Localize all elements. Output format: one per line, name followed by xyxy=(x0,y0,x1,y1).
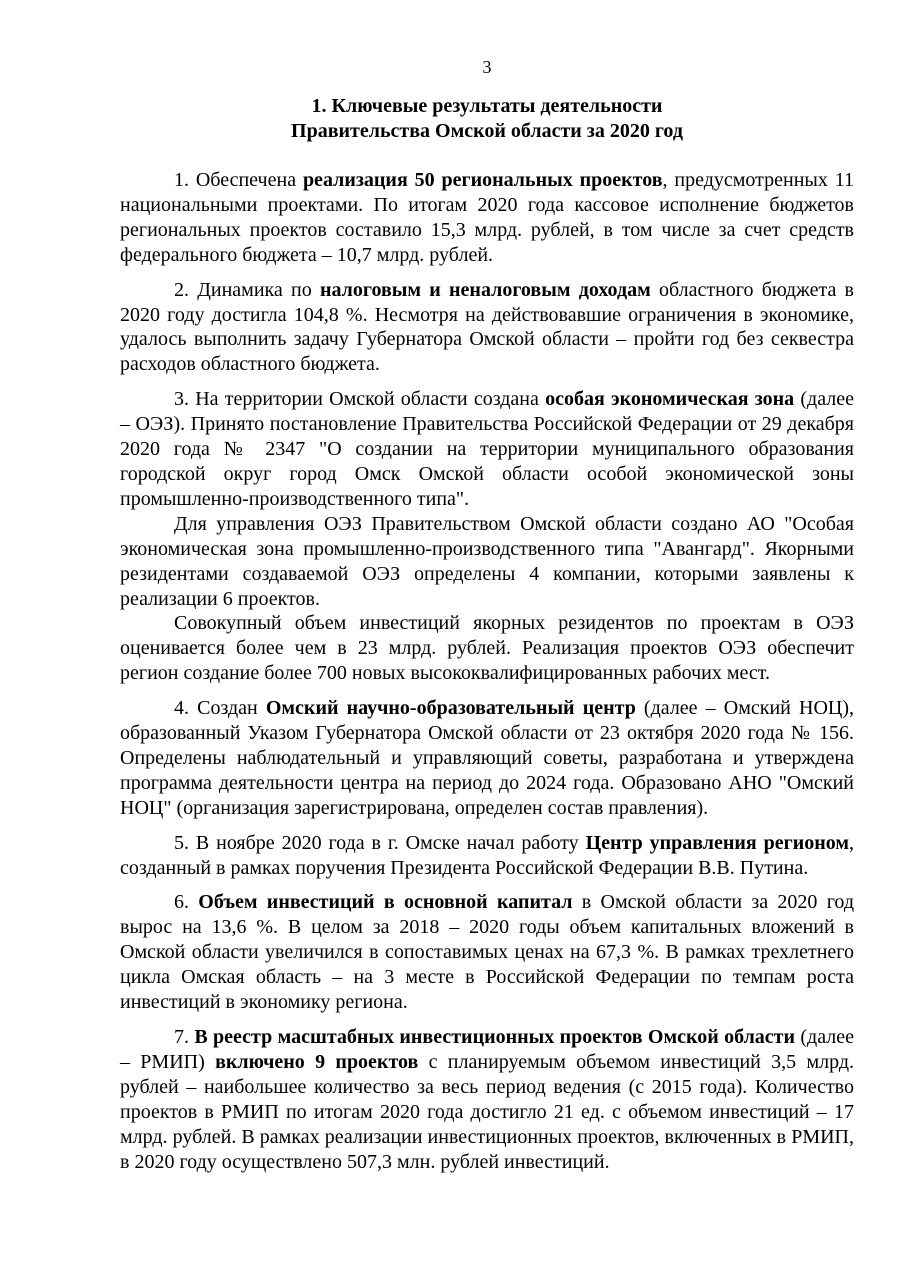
paragraph-text: с планируемым объемом инвестиций 3,5 млрд. рублей – наибольшее количество за весь период ведения (с 2015 года). Количество проектов в РМИП по итогам 2020 года достигло 21 ед. с объемом инвестиций – 17 млрд. рублей. В рамках реализации инвестиционных проектов, включенных в РМИП, в 2020 году осуществлено 507,3 млн. рублей инвестиций. xyxy=(120,1050,855,1173)
paragraph-number: 3. xyxy=(174,388,189,411)
paragraph-3-continued-b: Совокупный объем инвестиций якорных резидентов по проектам в ОЭЗ оценивается более чем в 23 млрд. рублей. Реализация проектов ОЭЗ обеспечит регион создание более 700 новых высококвалифицированных рабочих мест. xyxy=(120,612,854,685)
paragraph-number: 2. xyxy=(174,278,189,301)
section-title-line-1: 1. Ключевые результаты деятельности xyxy=(311,95,663,117)
paragraph-text: В ноябре 2020 года в г. Омске начал работу xyxy=(189,831,586,854)
paragraph-6 xyxy=(120,890,854,1015)
paragraph-emphasis: налоговым и неналоговым доходам xyxy=(319,278,651,301)
paragraph-number: 5. xyxy=(174,831,189,854)
paragraph-text: (далее – РМИП) xyxy=(120,1026,855,1073)
paragraph-text: Обеспечена xyxy=(189,169,303,191)
paragraph-number: 7. xyxy=(174,1026,189,1048)
paragraph-text: в Омской области за 2020 год вырос на 13,6 %. В целом за 2018 – 2020 годы объем капитальных вложений в Омской области увеличился в сопоставимых ценах на 67,3 %. В рамках трехлетнего цикла Омская область – на 3 месте в Российской Федерации по темпам роста инвестиций в экономику региона. xyxy=(120,891,855,1014)
paragraph-emphasis: Объем инвестиций в основной капитал xyxy=(198,891,573,914)
paragraph-text: На территории Омской области создана xyxy=(189,388,546,411)
paragraph-text: Динамика по xyxy=(189,278,320,301)
section-title xyxy=(120,94,854,144)
paragraph-4 xyxy=(120,696,854,821)
paragraph-emphasis: реализация 50 региональных проектов xyxy=(302,169,663,191)
paragraph-3 xyxy=(120,387,854,512)
page-number: 3 xyxy=(482,57,492,77)
paragraph-emphasis: В реестр масштабных инвестиционных проектов Омской области xyxy=(194,1026,796,1048)
paragraph-7 xyxy=(120,1025,854,1174)
paragraph-text: , предусмотренных 11 национальными проектами. По итогам 2020 года кассовое исполнение бюджетов региональных проектов составило 15,3 млрд. рублей, в том числе за счет средств федерального бюджета – 10,7 млрд. рублей. xyxy=(120,169,854,266)
paragraph-emphasis: Омский научно-образовательный центр xyxy=(265,697,636,720)
paragraph-number: 6. xyxy=(174,891,189,914)
paragraph-1 xyxy=(120,168,854,268)
paragraph-text: областного бюджета в 2020 году достигла 104,8 %. Несмотря на действовавшие ограничения в экономике, удалось выполнить задачу Губернатора Омской области – пройти год без секвестра расходов областного бюджета. xyxy=(120,278,854,376)
paragraph-number: 1. xyxy=(174,169,189,191)
paragraph-text: (далее – ОЭЗ). Принято постановление Правительства Российской Федерации от 29 декабря 2020 года № 2347 "О создании на территории муниципального образования городской округ город Омск Омской области особой экономической зоны промышленно-производственного типа". xyxy=(120,388,855,510)
paragraph-number: 4. xyxy=(174,697,189,720)
section-title-line-2: Правительства Омской области за 2020 год xyxy=(291,120,683,142)
paragraph-text: , созданный в рамках поручения Президента Российской Федерации В.В. Путина. xyxy=(120,831,855,879)
paragraph-3-continued-a: Для управления ОЭЗ Правительством Омской области создано АО "Особая экономическая зона промышленно-производственного типа "Авангард". Якорными резидентами создаваемой ОЭЗ определены 4 компании, которыми заявлены к реализации 6 проектов. xyxy=(120,512,854,610)
document-body xyxy=(120,168,854,1174)
paragraph-2 xyxy=(120,278,854,378)
paragraph-emphasis: Центр управления регионом xyxy=(585,831,850,854)
paragraph-emphasis: особая экономическая зона xyxy=(545,388,795,411)
paragraph-emphasis: включено 9 проектов xyxy=(215,1050,419,1073)
paragraph-text: Создан xyxy=(189,697,266,720)
paragraph-text: (далее – Омский НОЦ), образованный Указом Губернатора Омской области от 23 октября 2020 года № 156. Определены наблюдательный и управляющий советы, разработана и утверждена программа деятельности центра на период до 2024 года. Образовано АНО "Омский НОЦ" (организация зарегистрирована, определен состав правления). xyxy=(120,697,854,819)
paragraph-5 xyxy=(120,831,854,881)
paragraph-text xyxy=(189,891,198,913)
